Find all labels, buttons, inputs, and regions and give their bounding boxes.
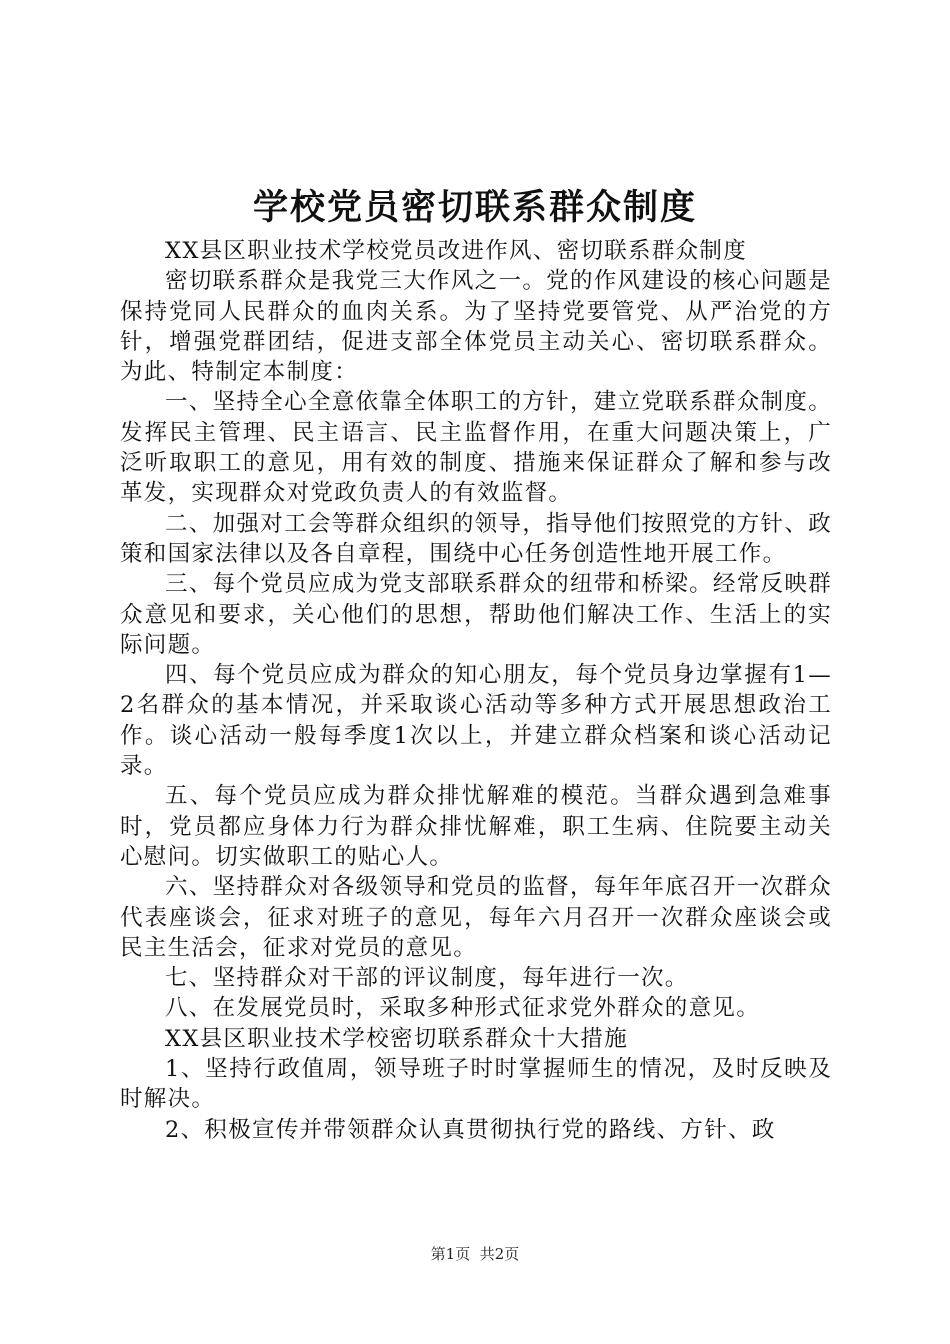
paragraph-heading-1: XX县区职业技术学校党员改进作风、密切联系群众制度: [165, 238, 748, 264]
paragraph-measure-2: 2、积极宣传并带领群众认真贯彻执行党的路线、方针、政: [165, 1116, 776, 1143]
paragraph-item-2: 二、加强对工会等群众组织的领导，指导他们按照党的方针、政策和国家法律以及各自章程，围绕中心任务创造性地开展工作。: [120, 510, 832, 567]
page-total: 共2页: [479, 1245, 520, 1263]
paragraph-intro: 密切联系群众是我党三大作风之一。党的作风建设的核心问题是保持党同人民群众的血肉关系。为了坚持党要管党、从严治党的方针，增强党群团结，促进支部全体党员主动关心、密切联系群众。为此、特制定本制度：: [120, 268, 832, 386]
paragraph-measure-1: 1、坚持行政值周，领导班子时时掌握师生的情况，及时反映及时解决。: [120, 1056, 832, 1113]
document-title: 学校党员密切联系群众制度: [252, 187, 697, 228]
paragraph-item-8: 八、在发展党员时，采取多种形式征求党外群众的意见。: [165, 995, 761, 1022]
paragraph-item-6: 六、坚持群众对各级领导和党员的监督，每年年底召开一次群众代表座谈会，征求对班子的意见，每年六月召开一次群众座谈会或民主生活会，征求对党员的意见。: [120, 874, 832, 961]
page-footer: [0, 1244, 950, 1264]
paragraph-item-5: 五、每个党员应成为群众排忧解难的模范。当群众遇到急难事时，党员都应身体力行为群众排忧解难，职工生病、住院要主动关心慰问。切实做职工的贴心人。: [120, 783, 832, 870]
paragraph-item-1: 一、坚持全心全意依靠全体职工的方针，建立党联系群众制度。发挥民主管理、民主语言、民主监督作用，在重大问题决策上，广泛听取职工的意见，用有效的制度、措施来保证群众了解和参与改革发，实现群众对党政负责人的有效监督。: [120, 389, 832, 507]
page-number: 第1页: [430, 1245, 471, 1263]
paragraph-item-3: 三、每个党员应成为党支部联系群众的纽带和桥梁。经常反映群众意见和要求，关心他们的思想，帮助他们解决工作、生活上的实际问题。: [120, 571, 832, 658]
paragraph-heading-2: XX县区职业技术学校密切联系群众十大措施: [165, 1025, 629, 1052]
paragraph-item-4: 四、每个党员应成为群众的知心朋友，每个党员身边掌握有1—2名群众的基本情况，并采取谈心活动等多种方式开展思想政治工作。谈心活动一般每季度1次以上，并建立群众档案和谈心活动记录。: [120, 662, 832, 780]
paragraph-item-7: 七、坚持群众对干部的评议制度，每年进行一次。: [165, 965, 689, 992]
document-body: [120, 236, 832, 1145]
